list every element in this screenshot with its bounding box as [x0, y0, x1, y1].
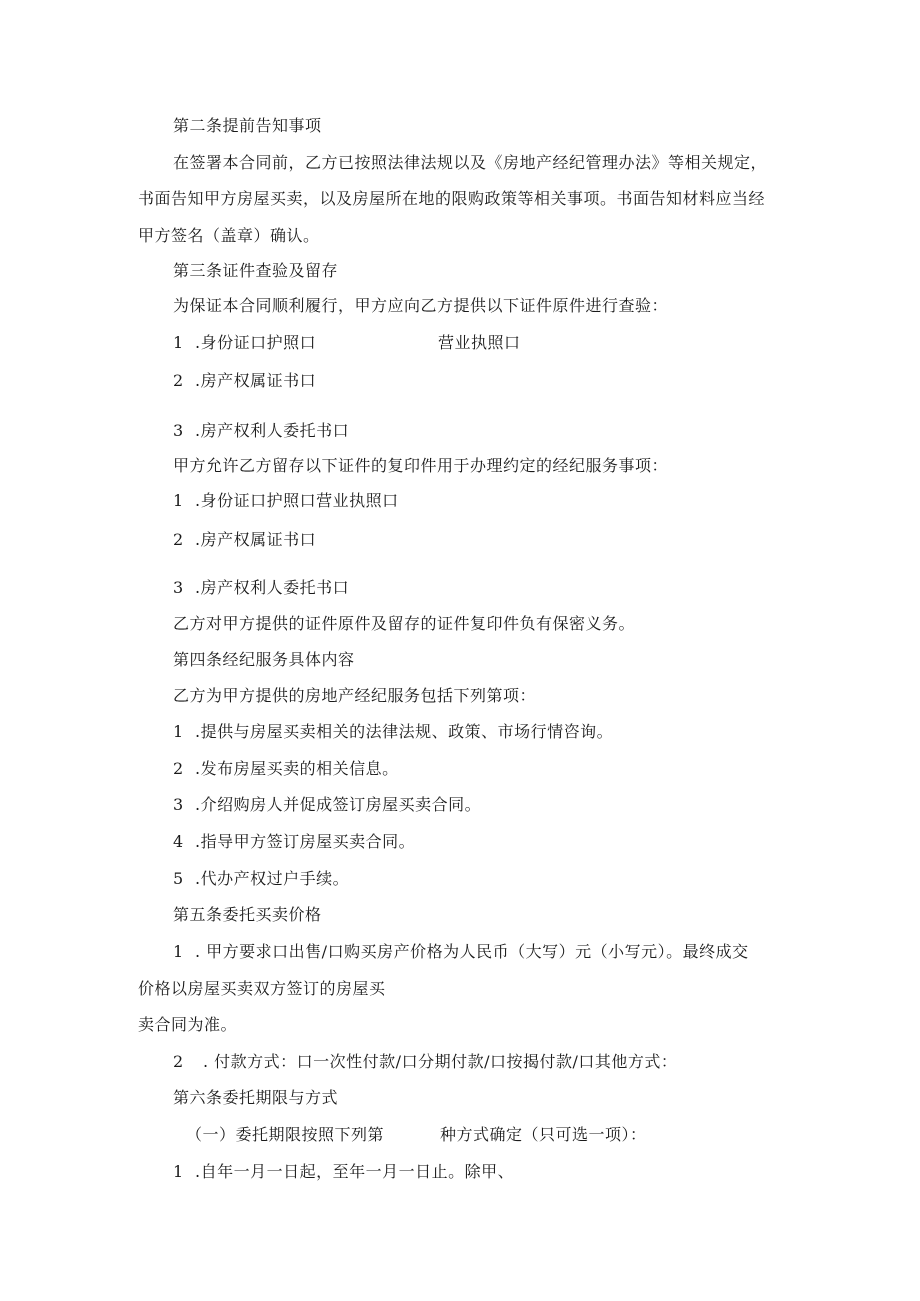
- article-5-heading: 第五条委托买卖价格: [173, 905, 322, 924]
- article-2-paragraph-line-1: 在签署本合同前，乙方已按照法律法规以及《房地产经纪管理办法》等相关规定，: [173, 153, 768, 172]
- list-item-number: 3: [173, 578, 184, 597]
- list-item-number: 2: [173, 371, 184, 390]
- article-6-heading: 第六条委托期限与方式: [173, 1088, 339, 1107]
- list-item: [173, 869, 349, 889]
- article-2-heading: 第二条提前告知事项: [173, 116, 322, 135]
- list-item-number: 2: [173, 1052, 184, 1071]
- list-item: [173, 578, 349, 598]
- list-item-text: .指导甲方签订房屋买卖合同。: [195, 832, 416, 851]
- article-2-paragraph-line-2: 书面告知甲方房屋买卖，以及房屋所在地的限购政策等相关事项。书面告知材料应当经: [138, 189, 766, 208]
- list-item-text: .自年一月一日起，至年一月一日止。除甲、: [195, 1162, 515, 1181]
- list-item-number: 5: [173, 869, 184, 888]
- list-item-number: 1: [173, 1162, 184, 1181]
- list-item: [173, 530, 316, 550]
- list-item-text: . 甲方要求口出售/口购买房产价格为人民币（大写）元（小写元）。最终成交: [195, 942, 749, 961]
- list-item: [173, 832, 415, 852]
- list-item-text: .房产权属证书口: [195, 371, 317, 390]
- list-item-text: . 付款方式：口一次性付款/口分期付款/口按揭付款/口其他方式：: [203, 1052, 678, 1071]
- list-item-continuation: 卖合同为准。: [138, 1015, 238, 1034]
- list-item-text: .身份证口护照口营业执照口: [195, 491, 399, 510]
- list-item-text: .介绍购房人并促成签订房屋买卖合同。: [195, 795, 482, 814]
- article-4-heading: 第四条经纪服务具体内容: [173, 650, 355, 669]
- list-item-number: 1: [173, 491, 184, 510]
- list-item-continuation: 价格以房屋买卖双方签订的房屋买: [138, 979, 386, 998]
- article-3-intro: 为保证本合同顺利履行，甲方应向乙方提供以下证件原件进行查验：: [173, 296, 669, 315]
- list-item-text: .代办产权过户手续。: [195, 869, 350, 888]
- article-3-heading: 第三条证件查验及留存: [173, 261, 339, 280]
- list-item-number: 1: [173, 333, 184, 352]
- article-3-intro-2: 甲方允许乙方留存以下证件的复印件用于办理约定的经纪服务事项：: [173, 456, 669, 475]
- article-2-paragraph-line-3: 甲方签名（盖章）确认。: [138, 226, 320, 245]
- list-item: [173, 333, 316, 353]
- list-item-text: .发布房屋买卖的相关信息。: [195, 759, 399, 778]
- article-6-subclause-part-2: 种方式确定（只可选一项）：: [440, 1125, 647, 1144]
- list-item: [173, 1052, 677, 1072]
- article-4-intro: 乙方为甲方提供的房地产经纪服务包括下列第项：: [173, 686, 537, 705]
- list-item: [173, 491, 399, 511]
- article-6-subclause-part-1: （一）委托期限按照下列第: [186, 1125, 385, 1144]
- list-item-text: .房产权利人委托书口: [195, 578, 350, 597]
- list-item: [173, 795, 481, 815]
- list-item-extra-option: 营业执照口: [438, 333, 521, 352]
- list-item-number: 1: [173, 722, 184, 741]
- list-item: [173, 759, 399, 779]
- list-item-number: 2: [173, 759, 184, 778]
- list-item-text: .提供与房屋买卖相关的法律法规、政策、市场行情咨询。: [195, 722, 614, 741]
- list-item-number: 3: [173, 421, 184, 440]
- list-item: [173, 421, 349, 441]
- list-item-number: 2: [173, 530, 184, 549]
- list-item-number: 3: [173, 795, 184, 814]
- article-3-confidentiality: 乙方对甲方提供的证件原件及留存的证件复印件负有保密义务。: [173, 614, 636, 633]
- list-item-number: 4: [173, 832, 184, 851]
- list-item-text: .身份证口护照口: [195, 333, 317, 352]
- list-item: [173, 722, 613, 742]
- list-item-text: .房产权属证书口: [195, 530, 317, 549]
- list-item: [173, 942, 749, 962]
- list-item-text: .房产权利人委托书口: [195, 421, 350, 440]
- list-item-number: 1: [173, 942, 184, 961]
- list-item: [173, 371, 316, 391]
- list-item: [173, 1162, 514, 1182]
